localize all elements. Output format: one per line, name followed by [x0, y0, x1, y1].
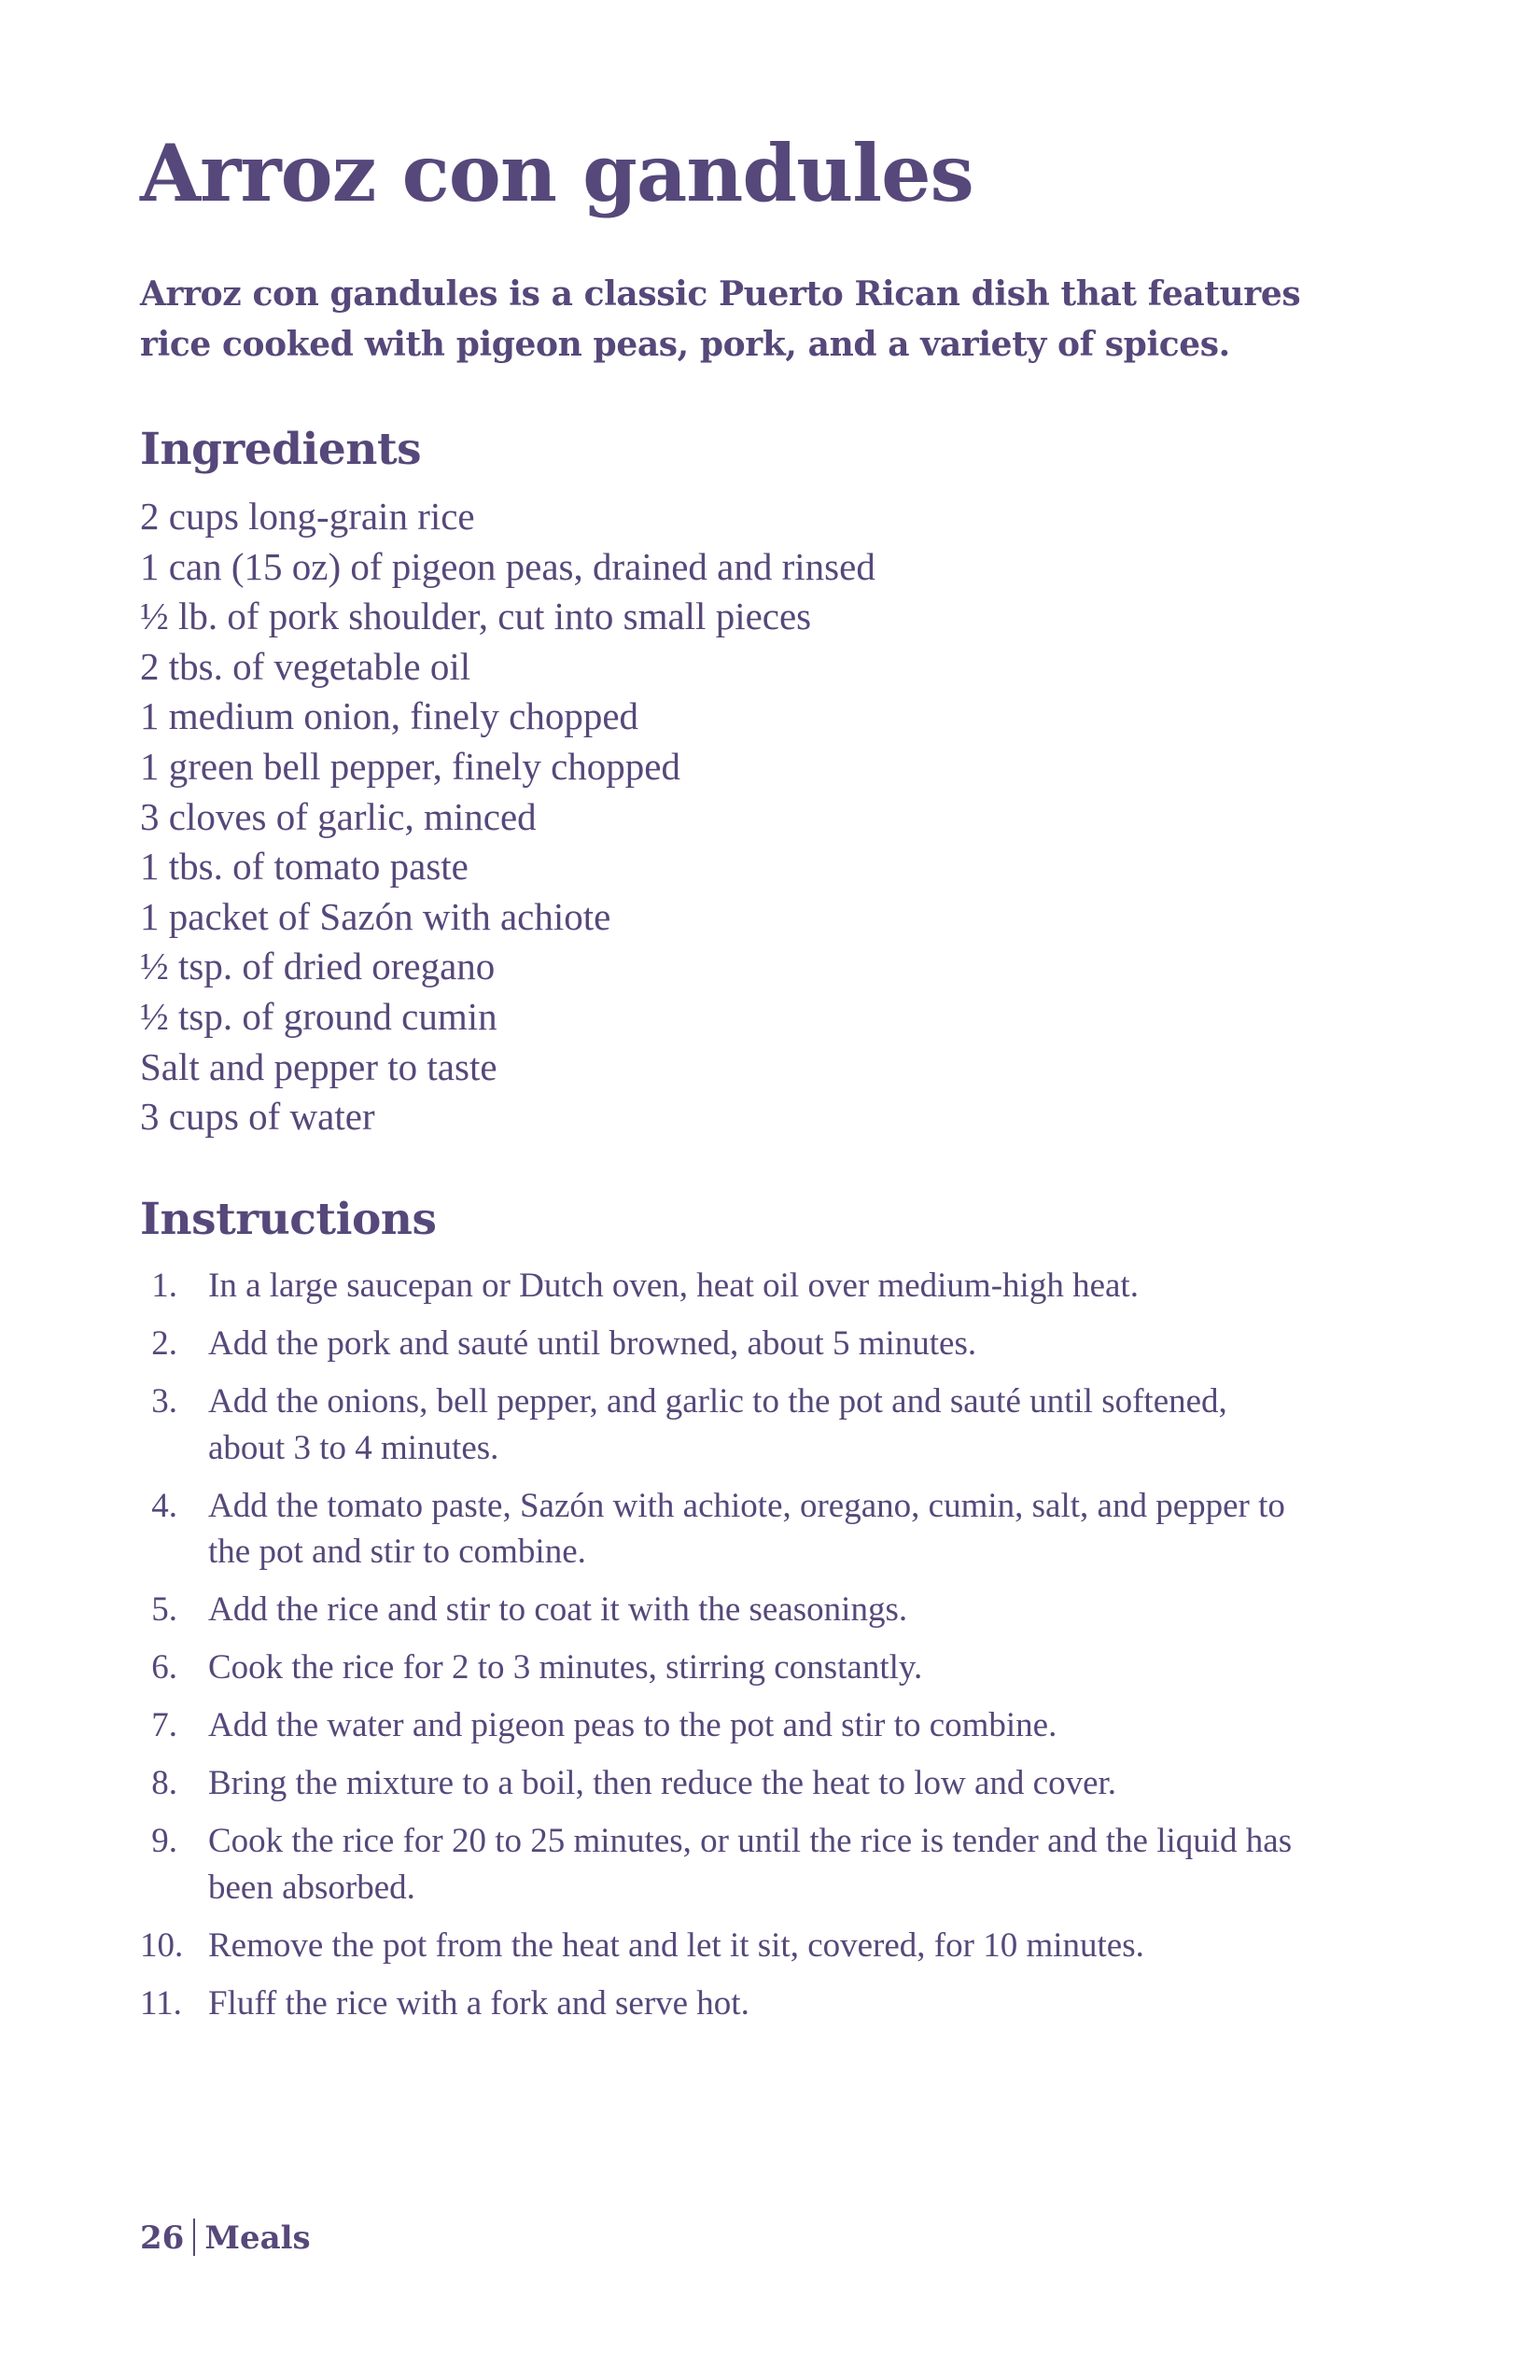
- step-text: In a large saucepan or Dutch oven, heat oil over medium-high heat.: [208, 1267, 1139, 1305]
- step-number: 6.: [151, 1648, 177, 1687]
- step-number: 3.: [151, 1382, 177, 1421]
- step-number: 5.: [151, 1590, 177, 1629]
- ingredient-item: 1 packet of Sazón with achiote: [140, 894, 611, 938]
- page-footer: [140, 2217, 311, 2260]
- ingredient-item: 3 cups of water: [140, 1095, 375, 1139]
- ingredient-item: ½ tsp. of dried oregano: [140, 945, 496, 988]
- instruction-step: [140, 1321, 1297, 1367]
- ingredients-heading: Ingredients: [140, 424, 422, 475]
- ingredients-list: [140, 492, 875, 1142]
- instructions-list: [140, 1263, 1297, 2038]
- ingredient-item: 3 cloves of garlic, minced: [140, 794, 537, 838]
- section-name: Meals: [204, 2219, 311, 2257]
- recipe-title: Arroz con gandules: [140, 127, 973, 219]
- ingredient-item: 2 tbs. of vegetable oil: [140, 644, 471, 688]
- step-text: Add the onions, bell pepper, and garlic to the pot and sauté until softened, about 3 to 4 minutes.: [208, 1382, 1227, 1467]
- step-text: Add the water and pigeon peas to the pot and stir to combine.: [208, 1706, 1057, 1744]
- ingredient-item: Salt and pepper to taste: [140, 1044, 497, 1088]
- step-number: 2.: [151, 1324, 177, 1363]
- step-text: Add the pork and sauté until browned, about 5 minutes.: [208, 1324, 977, 1363]
- ingredient-item: ½ tsp. of ground cumin: [140, 994, 497, 1038]
- instruction-step: [140, 1923, 1297, 1969]
- ingredient-item: 1 can (15 oz) of pigeon peas, drained and rinsed: [140, 544, 875, 588]
- recipe-intro: Arroz con gandules is a classic Puerto Rican dish that features rice cooked with pigeon peas, pork, and a variety of spices.: [140, 274, 1301, 364]
- step-number: 7.: [151, 1706, 177, 1744]
- instruction-step: [140, 1379, 1297, 1471]
- step-text: Add the tomato paste, Sazón with achiote, oregano, cumin, salt, and pepper to the pot and stir to combine.: [208, 1486, 1285, 1571]
- instruction-step: [140, 1702, 1297, 1749]
- step-number: 11.: [140, 1983, 182, 2023]
- instruction-step: [140, 1587, 1297, 1633]
- ingredient-item: 2 cups long-grain rice: [140, 495, 475, 538]
- instruction-step: [140, 1760, 1297, 1807]
- step-text: Fluff the rice with a fork and serve hot.: [208, 1983, 749, 2023]
- step-text: Bring the mixture to a boil, then reduce the heat to low and cover.: [208, 1764, 1117, 1802]
- ingredient-item: 1 medium onion, finely chopped: [140, 694, 639, 738]
- ingredient-item: ½ lb. of pork shoulder, cut into small pieces: [140, 595, 812, 638]
- step-text: Cook the rice for 2 to 3 minutes, stirring constantly.: [208, 1648, 923, 1687]
- instruction-step: [140, 1483, 1297, 1575]
- page-number: 26: [140, 2219, 185, 2257]
- step-number: 1.: [151, 1267, 177, 1305]
- ingredient-item: 1 green bell pepper, finely chopped: [140, 744, 680, 788]
- instruction-step: [140, 1645, 1297, 1691]
- step-number: 9.: [151, 1822, 177, 1860]
- step-number: 4.: [151, 1486, 177, 1525]
- footer-divider: [193, 2219, 195, 2256]
- instructions-heading: Instructions: [140, 1194, 437, 1245]
- instruction-step: [140, 1981, 1297, 2027]
- step-text: Remove the pot from the heat and let it sit, covered, for 10 minutes.: [208, 1925, 1144, 1965]
- step-number: 8.: [151, 1764, 177, 1802]
- step-number: 10.: [140, 1925, 184, 1965]
- instruction-step: [140, 1263, 1297, 1309]
- instruction-step: [140, 1818, 1297, 1911]
- step-text: Cook the rice for 20 to 25 minutes, or until the rice is tender and the liquid has been absorbed.: [208, 1822, 1293, 1907]
- step-text: Add the rice and stir to coat it with the seasonings.: [208, 1590, 908, 1629]
- ingredient-item: 1 tbs. of tomato paste: [140, 845, 469, 889]
